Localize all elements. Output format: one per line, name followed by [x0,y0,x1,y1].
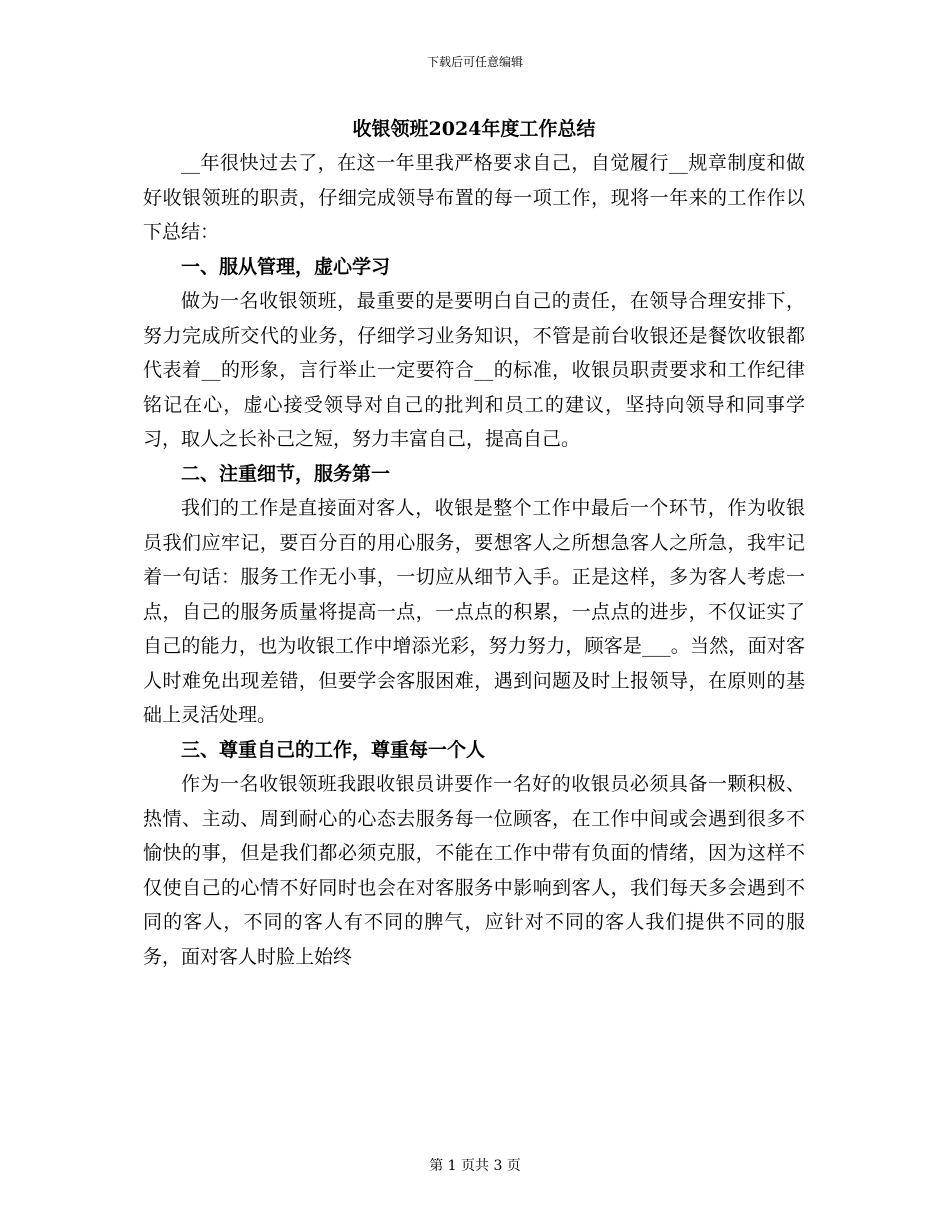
section-body-3: 作为一名收银领班我跟收银员讲要作一名好的收银员必须具备一颗积极、热情、主动、周到耐心的心态去服务每一位顾客，在工作中间或会遇到很多不愉快的事，但是我们都必须克服，不能在工作中带有负面的情绪，因为这样不仅使自己的心情不好同时也会在对客服务中影响到客人，我们每天多会遇到不同的客人，不同的客人有不同的脾气，应针对不同的客人我们提供不同的服务，面对客人时脸上始终 [143,773,805,968]
header-note: 下载后可任意编辑 [426,55,523,69]
document-body [143,112,805,974]
intro-paragraph: __年很快过去了，在这一年里我严格要求自己，自觉履行__规章制度和做好收银领班的职责，仔细完成领导布置的每一项工作，现将一年来的工作作以下总结： [143,152,805,243]
section-body-2: 我们的工作是直接面对客人，收银是整个工作中最后一个环节，作为收银员我们应牢记，要百分百的用心服务，要想客人之所想急客人之所急，我牢记着一句话：服务工作无小事，一切应从细节入手。正是这样，多为客人考虑一点，自己的服务质量将提高一点，一点点的积累，一点点的进步，不仅证实了自己的能力，也为收银工作中增添光彩，努力努力，顾客是___。当然，面对客人时难免出现差错，但要学会客服困难，遇到问题及时上报领导，在原则的基础上灵活处理。 [143,497,805,726]
section-heading-2: 二、注重细节，服务第一 [181,462,391,485]
section-heading-1: 一、服从管理，虚心学习 [181,255,391,278]
page-number: 第 1 页共 3 页 [429,1158,521,1174]
section-body-1: 做为一名收银领班，最重要的是要明白自己的责任，在领导合理安排下，努力完成所交代的业务，仔细学习业务知识，不管是前台收银还是餐饮收银都代表着__的形象，言行举止一定要符合__的标准，收银员职责要求和工作纪律铭记在心，虚心接受领导对自己的批判和员工的建议，坚持向领导和同事学习，取人之长补己之短，努力丰富自己，提高自己。 [143,290,805,450]
document-title: 收银领班2024年度工作总结 [352,118,596,140]
section-heading-3: 三、尊重自己的工作，尊重每一个人 [181,738,486,761]
